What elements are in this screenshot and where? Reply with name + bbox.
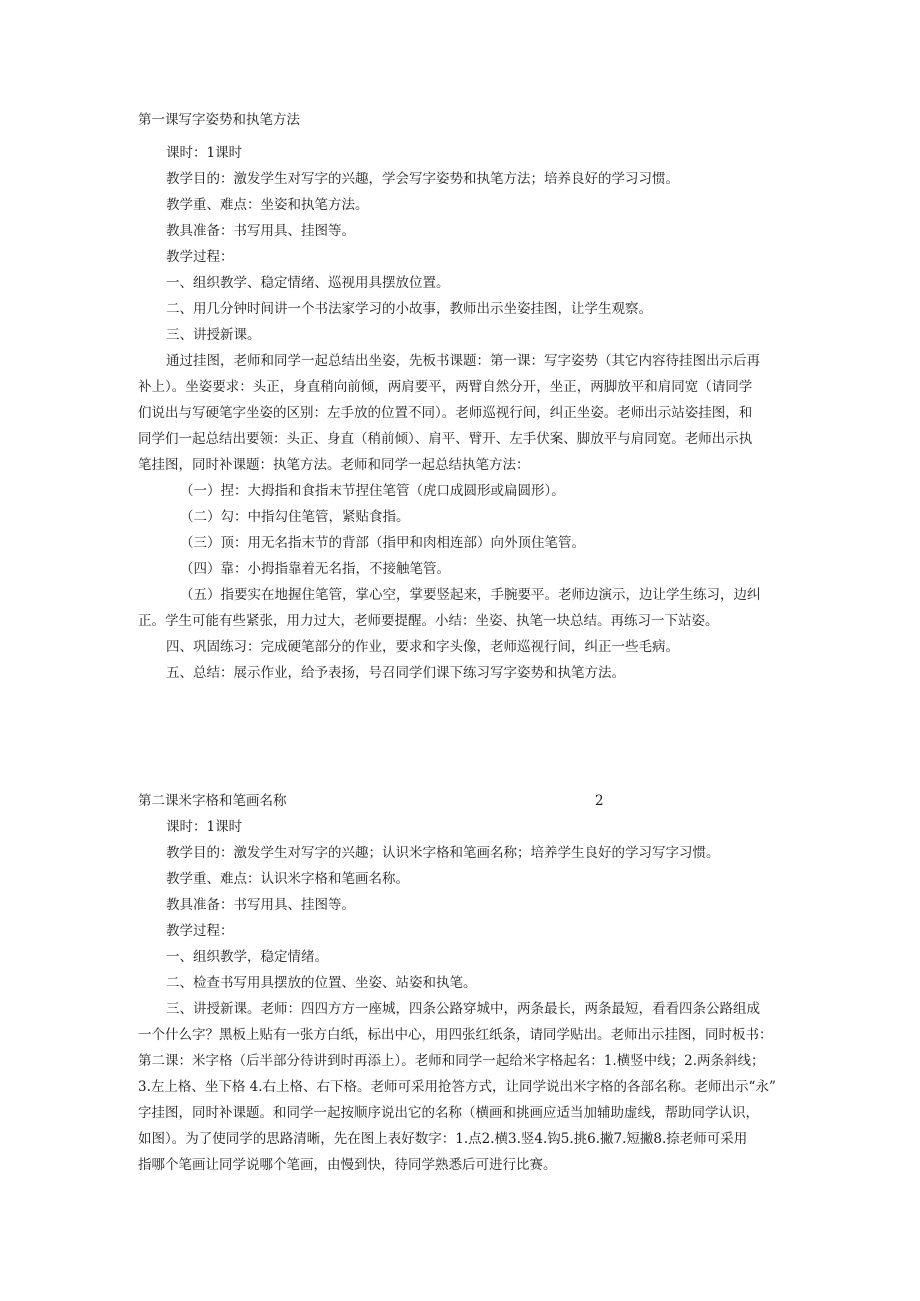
lesson1-paragraph-line: 通过挂图，老师和同学一起总结出坐姿，先板书课题：第一课：写字姿势（其它内容待挂图出示后再 — [166, 353, 760, 369]
lesson1-process-heading: 教学过程： — [166, 249, 234, 265]
page-number: 2 — [595, 793, 604, 809]
lesson1-method-1: （一）捏：大拇指和食指末节捏住笔管（虎口成圆形或扁圆形）。 — [180, 483, 565, 499]
lesson1-method-3: （三）顶：用无名指末节的背部（指甲和肉相连部）向外顶住笔管。 — [180, 535, 585, 551]
lesson2-materials: 教具准备：书写用具、挂图等。 — [166, 897, 355, 913]
lesson2-step2: 二、检查书写用具摆放的位置、坐姿、站姿和执笔。 — [166, 975, 477, 991]
lesson1-step4: 四、巩固练习：完成硬笔部分的作业，要求和字头像，老师巡视行间，纠正一些毛病。 — [166, 639, 679, 655]
lesson2-paragraph-line: 字挂图，同时补课题。和同学一起按顺序说出它的名称（横画和挑画应适当加辅助虚线，帮助同学认识， — [138, 1105, 759, 1121]
lesson1-step3: 三、讲授新课。 — [166, 327, 261, 343]
lesson1-paragraph-line: 补上）。坐姿要求：头正，身直稍向前倾，两肩要平，两臂自然分开，坐正，两脚放平和肩同宽（请同学 — [138, 379, 753, 395]
lesson2-process-heading: 教学过程： — [166, 923, 234, 939]
lesson1-paragraph-line: 笔挂图，同时补课题：执笔方法。老师和同学一起总结执笔方法： — [138, 457, 530, 473]
lesson1-method-5-cont: 正。学生可能有些紧张，用力过大，老师要提醒。小结：坐姿、执笔一块总结。再练习一下站姿。 — [138, 613, 719, 629]
lesson1-method-2: （二）勾：中指勾住笔管，紧贴食指。 — [180, 509, 410, 525]
lesson2-objective: 教学目的：激发学生对写字的兴趣；认识米字格和笔画名称；培养学生良好的学习写字习惯。 — [166, 845, 720, 861]
lesson1-step5: 五、总结：展示作业，给予表扬，号召同学们课下练习写字姿势和执笔方法。 — [166, 665, 625, 681]
lesson1-materials: 教具准备：书写用具、挂图等。 — [166, 223, 355, 239]
lesson2-paragraph-line: 3.左上格、坐下格 4.右上格、右下格。老师可采用抢答方式，让同学说出米字格的各部名称。老师出示“永” — [138, 1079, 776, 1095]
lesson2-class-hours: 课时：1课时 — [166, 819, 243, 835]
lesson2-step1: 一、组织教学，稳定情绪。 — [166, 949, 328, 965]
lesson1-step1: 一、组织教学、稳定情绪、巡视用具摆放位置。 — [166, 275, 450, 291]
lesson1-paragraph-line: 同学们一起总结出要领：头正、身直（稍前倾）、肩平、臂开、左手伏案、脚放平与肩同宽。老师出示执 — [138, 431, 753, 447]
lesson2-step3: 三、讲授新课。老师：四四方方一座城，四条公路穿城中，两条最长，两条最短，看看四条公路组成 — [166, 1001, 760, 1017]
lesson2-title: 第二课米字格和笔画名称 — [138, 793, 287, 809]
lesson2-paragraph-line: 如图）。为了使同学的思路清晰，先在图上表好数字：1.点2.横3.竖4.钩5.挑6.撇7.短撇8.捺老师可采用 — [138, 1131, 748, 1147]
lesson1-step2: 二、用几分钟时间讲一个书法家学习的小故事，教师出示坐姿挂图，让学生观察。 — [166, 301, 652, 317]
lesson2-paragraph-line: 第二课：米字格（后半部分待讲到时再添上）。老师和同学一起给米字格起名：1.横竖中线；2.两条斜线； — [138, 1053, 765, 1069]
lesson1-method-4: （四）靠：小拇指靠着无名指，不接触笔管。 — [180, 561, 450, 577]
lesson1-key-points: 教学重、难点：坐姿和执笔方法。 — [166, 197, 369, 213]
lesson1-method-5: （五）指要实在地握住笔管，掌心空，掌要竖起来，手腕要平。老师边演示，边让学生练习，边纠 — [180, 587, 761, 603]
lesson2-paragraph-line: 指哪个笔画让同学说哪个笔画，由慢到快，待同学熟悉后可进行比赛。 — [138, 1157, 557, 1173]
lesson1-class-hours: 课时：1课时 — [166, 145, 243, 161]
lesson2-paragraph-line: 一个什么字？黑板上贴有一张方白纸，标出中心，用四张红纸条，请同学贴出。老师出示挂图，同时板书： — [138, 1027, 773, 1043]
lesson1-title: 第一课写字姿势和执笔方法 — [138, 112, 300, 128]
lesson1-objective: 教学目的：激发学生对写字的兴趣，学会写字姿势和执笔方法；培养良好的学习习惯。 — [166, 171, 679, 187]
lesson2-key-points: 教学重、难点：认识米字格和笔画名称。 — [166, 871, 409, 887]
lesson1-paragraph-line: 们说出与写硬笔字坐姿的区别：左手放的位置不同）。老师巡视行间，纠正坐姿。老师出示站姿挂图，和 — [138, 405, 753, 421]
